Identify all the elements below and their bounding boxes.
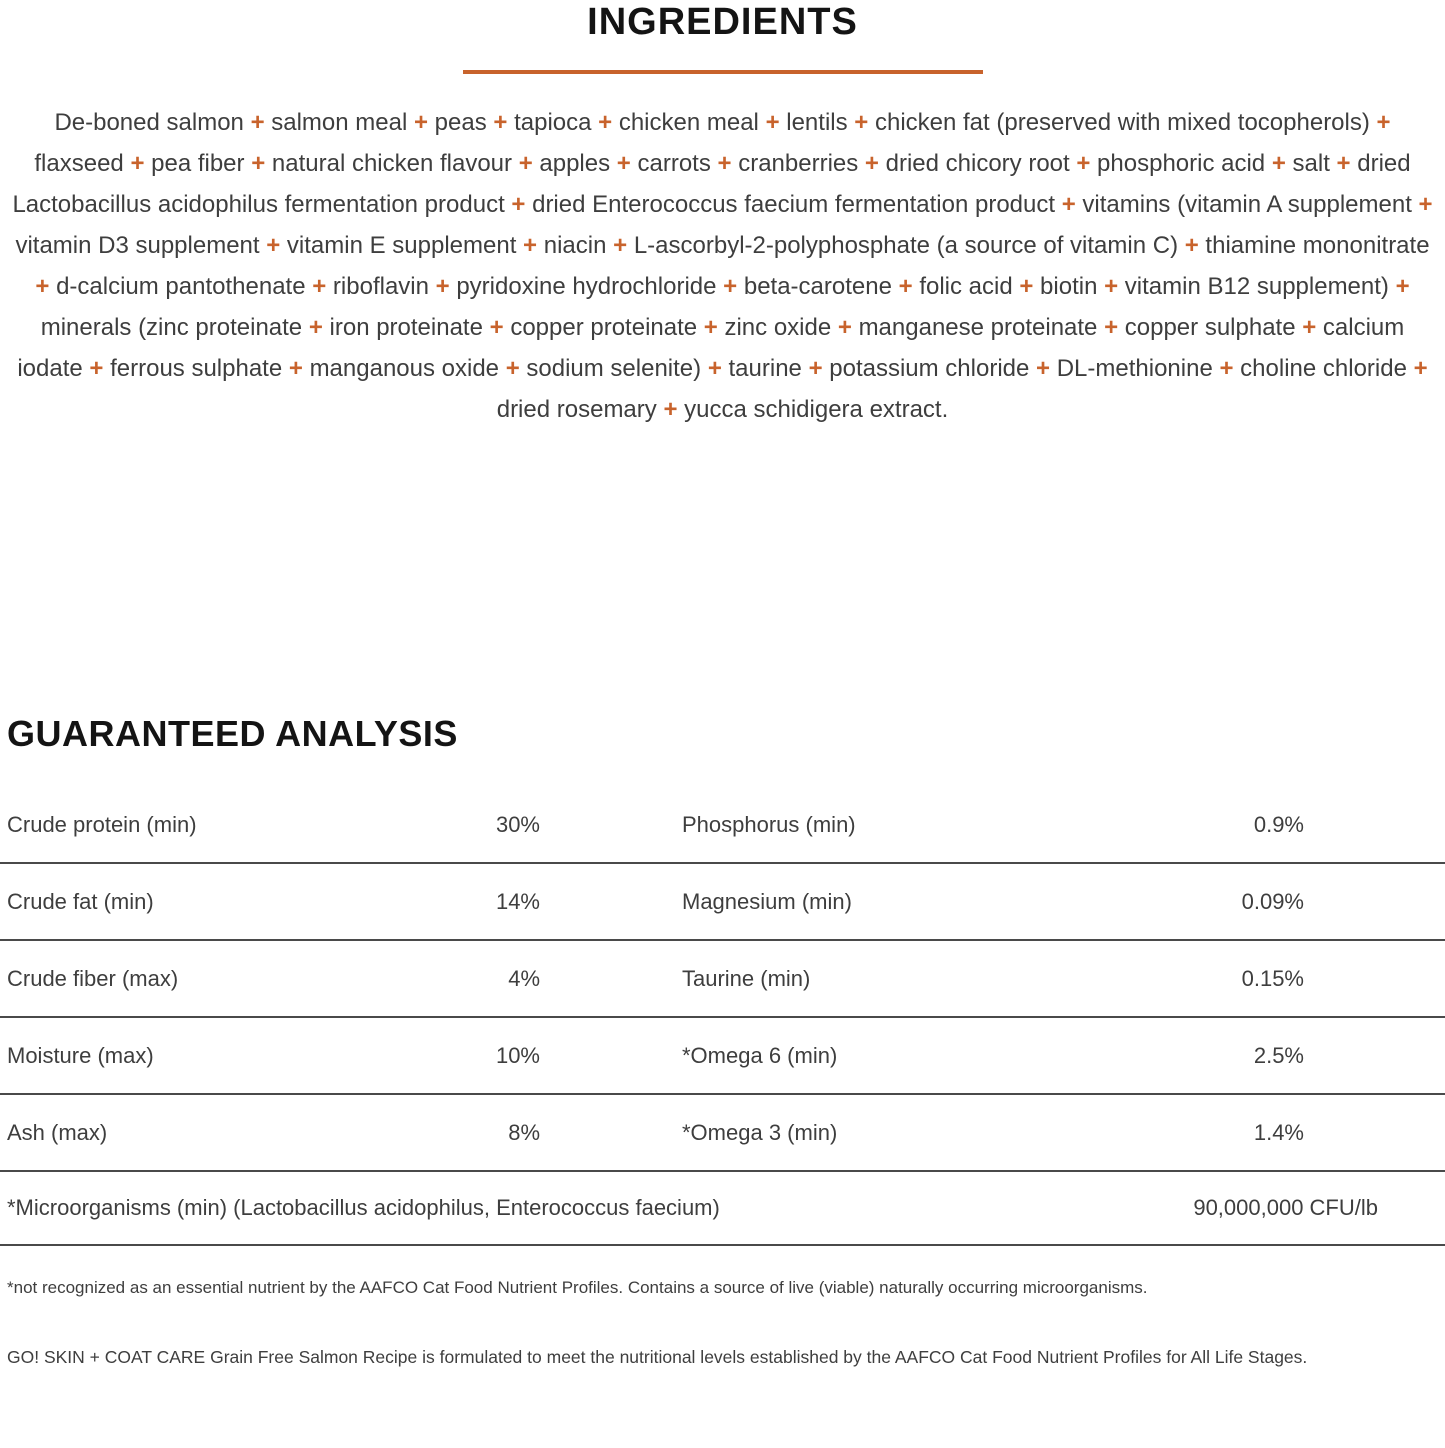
plus-separator: + [808,355,823,382]
plus-separator: + [511,191,526,218]
plus-separator: + [523,232,538,259]
plus-separator: + [1036,355,1051,382]
nutrient-label: Crude fiber (max) [7,965,179,991]
plus-separator: + [1271,150,1286,177]
plus-separator: + [1418,191,1433,218]
plus-separator: + [1076,150,1091,177]
aafco-footnote: *not recognized as an essential nutrient by the AAFCO Cat Food Nutrient Profiles. Contains a source of live (viable) naturally occurring microorganisms. [7,1278,1148,1297]
plus-separator: + [837,314,852,341]
plus-separator: + [435,273,450,300]
nutrient-label: Crude fat (min) [7,888,154,914]
nutrient-value: 1.4% [1253,1119,1304,1145]
plus-separator: + [707,355,722,382]
nutrient-value: 14% [495,888,540,914]
product-nutrition-page [0,2,1445,1448]
plus-separator: + [489,314,504,341]
plus-separator: + [288,355,303,382]
nutrient-label: Moisture (max) [7,1042,154,1068]
plus-separator: + [854,109,869,136]
nutrient-label: *Omega 3 (min) [682,1119,838,1145]
nutrient-label: Crude protein (min) [7,811,197,837]
nutrient-value: 0.09% [1241,888,1304,914]
ingredients-title: INGREDIENTS [587,1,858,43]
plus-separator: + [1019,273,1034,300]
plus-separator: + [765,109,780,136]
plus-separator: + [613,232,628,259]
nutrient-label: Magnesium (min) [682,888,852,914]
nutrient-value: 2.5% [1253,1042,1304,1068]
plus-separator: + [413,109,428,136]
nutrient-label: *Omega 6 (min) [682,1042,838,1068]
plus-separator: + [518,150,533,177]
nutrient-value: 30% [495,811,540,837]
nutrient-label: Taurine (min) [682,965,811,991]
plus-separator: + [1061,191,1076,218]
plus-separator: + [251,150,266,177]
plus-separator: + [266,232,281,259]
nutrient-value: 8% [508,1119,540,1145]
table-row [0,1018,1445,1095]
guaranteed-analysis-table [0,787,1445,1246]
table-row [0,787,1445,864]
nutrient-value: 10% [495,1042,540,1068]
table-row [0,1095,1445,1172]
plus-separator: + [1104,273,1119,300]
plus-separator: + [1336,150,1351,177]
plus-separator: + [1184,232,1199,259]
plus-separator: + [89,355,104,382]
nutrient-label: *Microorganisms (min) (Lactobacillus acidophilus, Enterococcus faecium) [7,1195,720,1220]
ingredients-section [0,2,1445,430]
plus-separator: + [616,150,631,177]
plus-separator: + [1413,355,1428,382]
nutrient-label: Phosphorus (min) [682,811,856,837]
nutrient-value: 0.15% [1241,965,1304,991]
plus-separator: + [493,109,508,136]
plus-separator: + [130,150,145,177]
plus-separator: + [898,273,913,300]
plus-separator: + [308,314,323,341]
plus-separator: + [703,314,718,341]
guaranteed-analysis-title: GUARANTEED ANALYSIS [7,713,458,754]
nutrient-value: 0.9% [1253,811,1304,837]
formulation-statement: GO! SKIN + COAT CARE Grain Free Salmon Recipe is formulated to meet the nutritional levels established by the AAFCO Cat Food Nutrient Profiles for All Life Stages. [7,1347,1308,1367]
plus-separator: + [505,355,520,382]
ingredients-divider [463,70,983,74]
plus-separator: + [312,273,327,300]
plus-separator: + [864,150,879,177]
plus-separator: + [1219,355,1234,382]
plus-separator: + [35,273,50,300]
ingredients-text: De-boned salmon + salmon meal + peas + tapioca + chicken meal + lentils + chicken fat (preserved with mixed tocopherols) + flaxseed + pea fiber + natural chicken flavour + apples + carrots + cranberries + dried chicory root + phosphoric acid + salt + dried Lactobacillus acidophilus fermentation product + dried Enterococcus faecium fermentation product + vitamins (vitamin A supplement + vitamin D3 supplement + vitamin E supplement + niacin + L-ascorbyl-2-polyphosphate (a source of vitamin C) + thiamine mononitrate + d-calcium pantothenate + riboflavin + pyridoxine hydrochloride + beta-carotene + folic acid + biotin + vitamin B12 supplement) + minerals (zinc proteinate + iron proteinate + copper proteinate + zinc oxide + manganese proteinate + copper sulphate + calcium iodate + ferrous sulphate + manganous oxide + sodium selenite) + taurine + potassium chloride + DL-methionine + choline chloride + dried rosemary + yucca schidigera extract. [12,109,1433,423]
plus-separator: + [1302,314,1317,341]
table-row [0,864,1445,941]
plus-separator: + [663,396,678,423]
plus-separator: + [1104,314,1119,341]
plus-separator: + [598,109,613,136]
table-row [0,941,1445,1018]
plus-separator: + [723,273,738,300]
nutrient-label: Ash (max) [7,1119,108,1145]
nutrient-value: 90,000,000 CFU/lb [1193,1195,1378,1220]
plus-separator: + [250,109,265,136]
table-row-microorganisms [0,1172,1445,1246]
plus-separator: + [1376,109,1391,136]
plus-separator: + [717,150,732,177]
nutrient-value: 4% [508,965,540,991]
plus-separator: + [1395,273,1410,300]
guaranteed-analysis-section [0,714,1445,1370]
